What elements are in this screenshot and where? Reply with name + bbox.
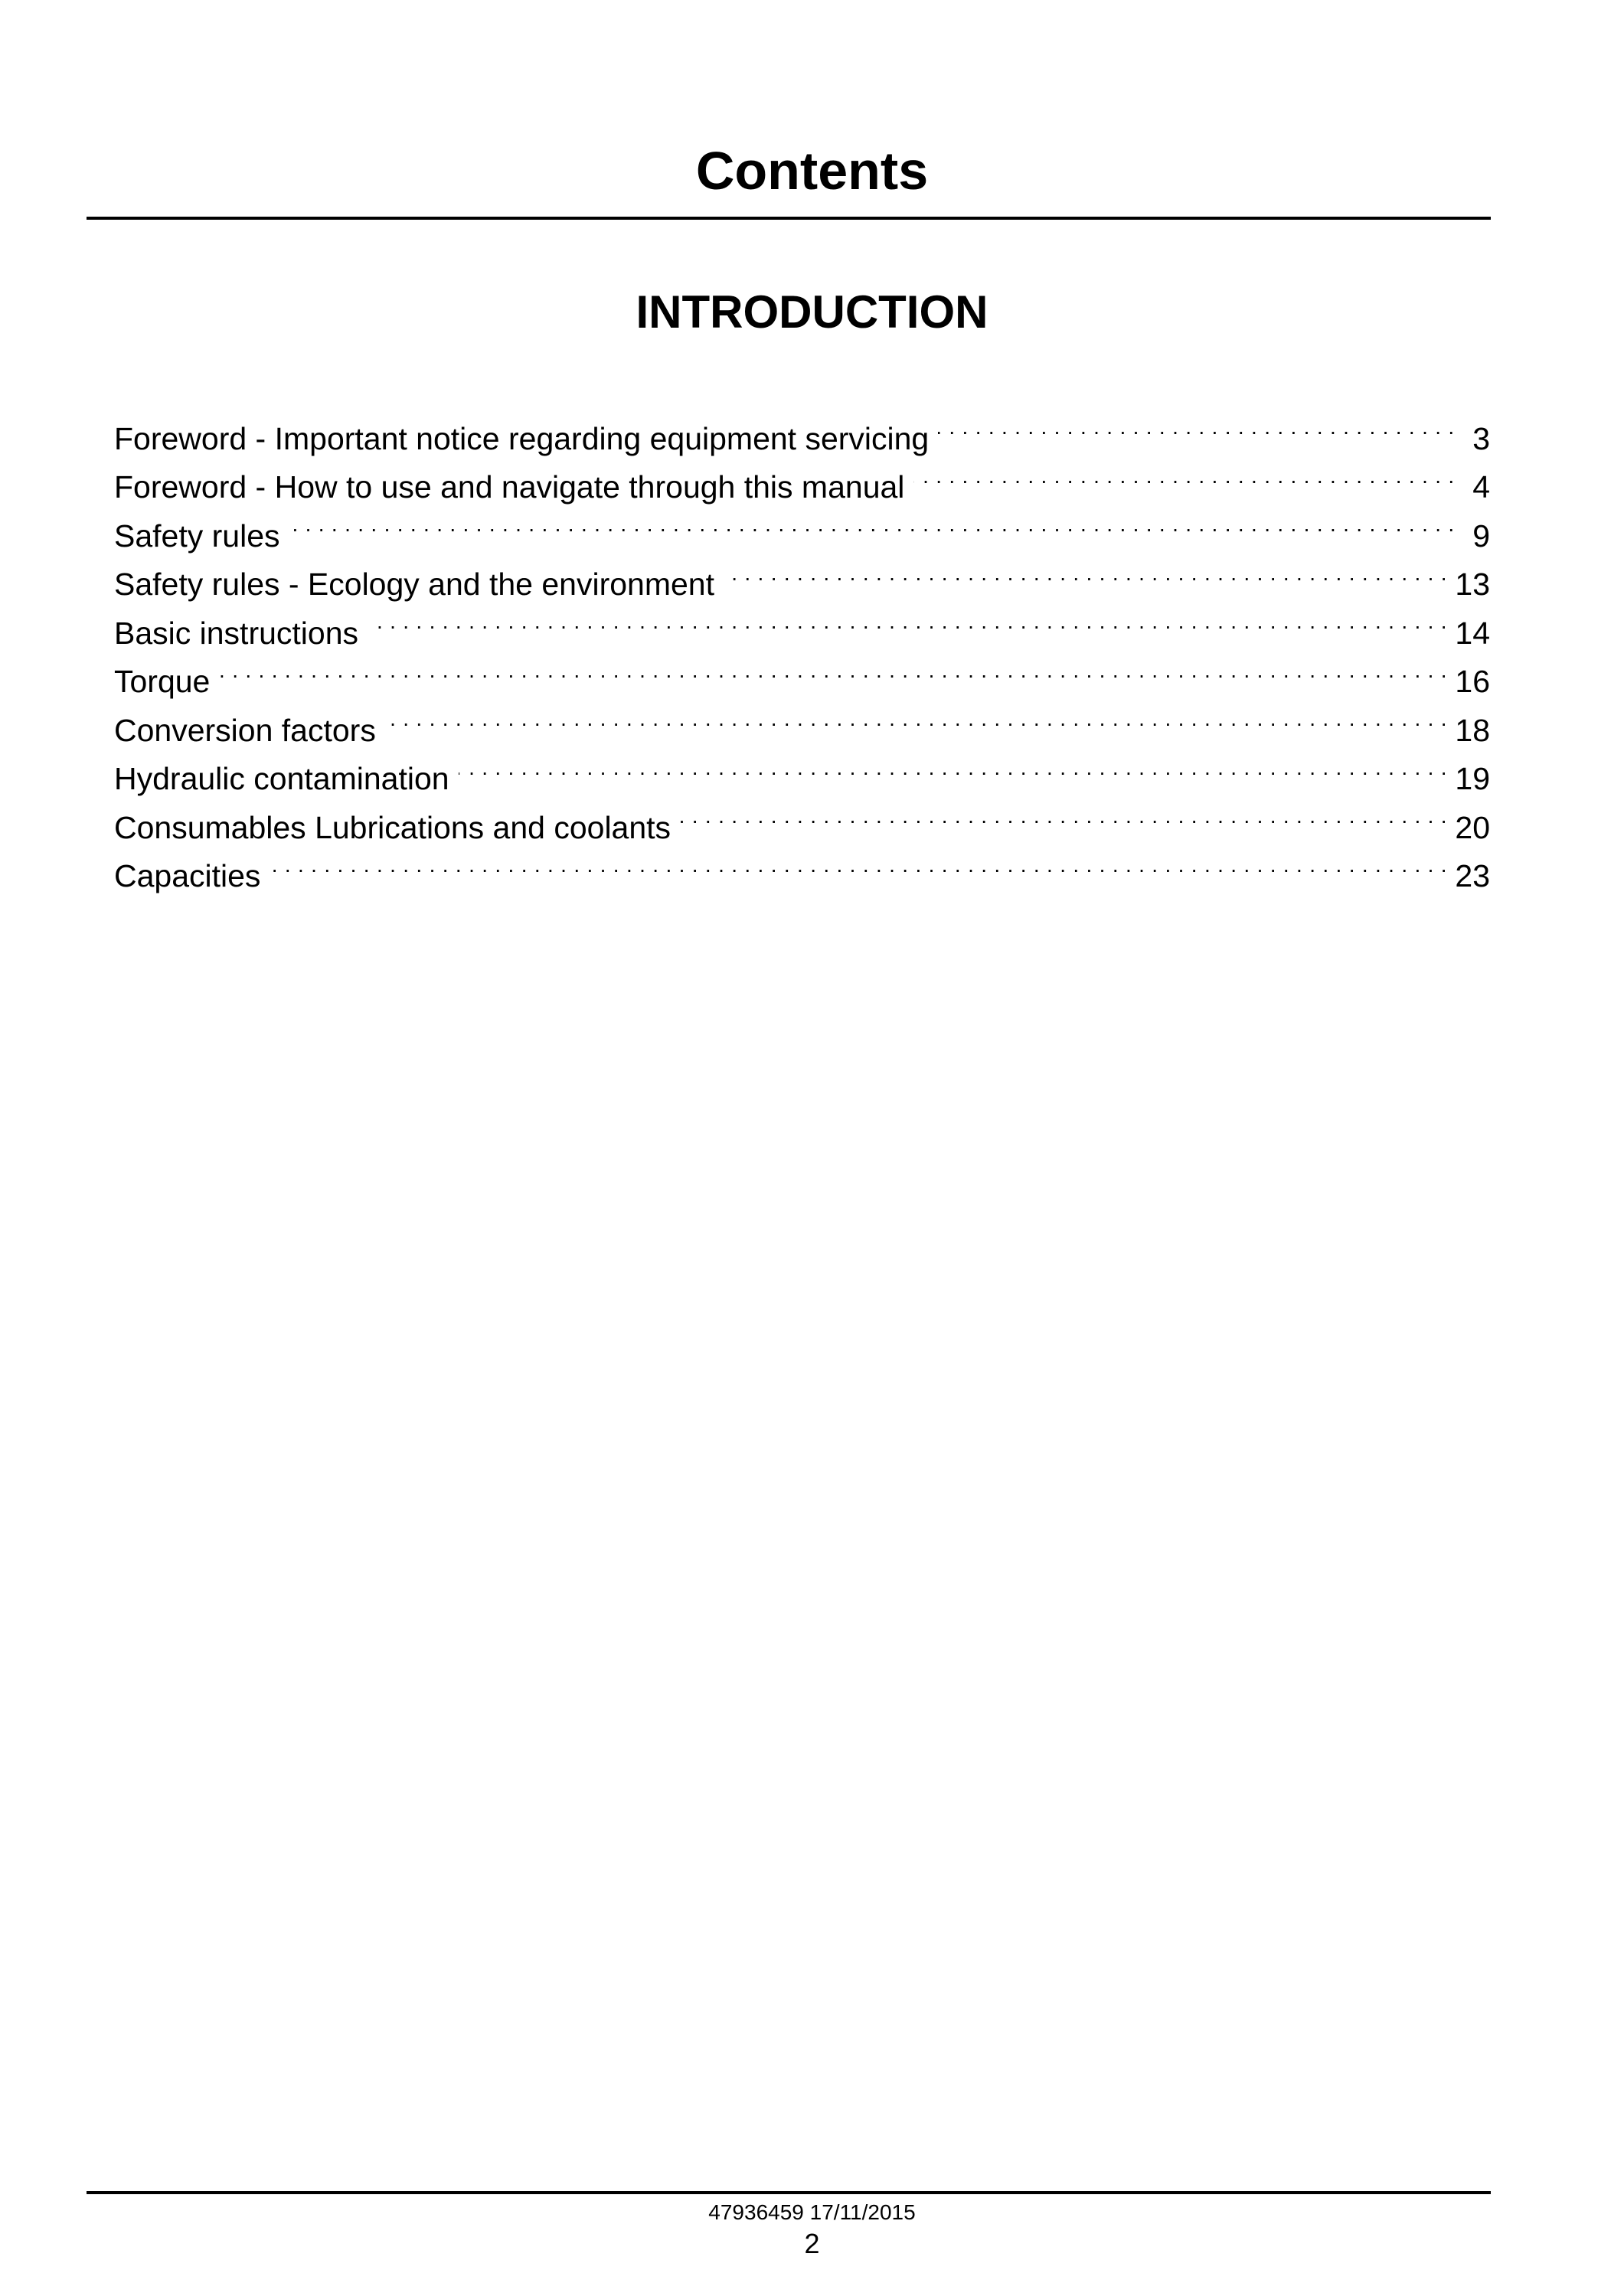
toc-entry-label: Consumables Lubrications and coolants bbox=[114, 809, 671, 845]
toc-entry-page: 18 bbox=[1455, 712, 1490, 748]
toc-entry-torque[interactable] bbox=[114, 644, 1490, 699]
toc-entry-page: 19 bbox=[1455, 761, 1490, 796]
toc-entry-page: 14 bbox=[1455, 615, 1490, 651]
toc-dot-leader bbox=[289, 498, 1456, 547]
toc-dot-leader bbox=[938, 400, 1455, 449]
toc-entry-page: 20 bbox=[1455, 809, 1490, 845]
toc-entry-safety-rules[interactable] bbox=[114, 498, 1490, 554]
toc-entry-conversion-factors[interactable] bbox=[114, 692, 1490, 748]
toc-dot-leader bbox=[219, 644, 1447, 693]
footer-divider bbox=[87, 2191, 1491, 2194]
toc-dot-leader bbox=[724, 547, 1447, 596]
toc-dot-leader bbox=[368, 595, 1447, 644]
toc-entry-foreword-notice[interactable] bbox=[114, 400, 1490, 456]
document-code: 47936459 17/11/2015 bbox=[708, 2200, 916, 2224]
toc-entry-label: Foreword - How to use and navigate through this manual bbox=[114, 469, 905, 505]
toc-entry-label: Hydraulic contamination bbox=[114, 761, 449, 796]
toc-entry-label: Conversion factors bbox=[114, 712, 376, 748]
toc-entry-label: Safety rules - Ecology and the environment bbox=[114, 567, 714, 602]
page-title: Contents bbox=[695, 141, 929, 201]
toc-entry-page: 13 bbox=[1455, 567, 1490, 602]
toc-entry-label: Torque bbox=[114, 664, 211, 699]
toc-dot-leader bbox=[270, 838, 1447, 887]
page-number: 2 bbox=[804, 2228, 820, 2259]
section-title: INTRODUCTION bbox=[636, 286, 988, 338]
toc-dot-leader bbox=[680, 789, 1447, 838]
toc-dot-leader bbox=[385, 692, 1448, 741]
header-divider bbox=[87, 217, 1491, 220]
toc-entry-label: Basic instructions bbox=[114, 615, 359, 651]
toc-entry-page: 16 bbox=[1455, 664, 1490, 699]
toc-entry-page: 23 bbox=[1455, 858, 1490, 893]
toc-entry-page: 3 bbox=[1472, 420, 1490, 456]
toc-dot-leader bbox=[459, 741, 1448, 790]
toc-entry-capacities[interactable] bbox=[114, 838, 1490, 893]
toc-entry-label: Foreword - Important notice regarding equipment servicing bbox=[114, 420, 930, 456]
toc-dot-leader bbox=[913, 449, 1455, 498]
toc-entry-label: Safety rules bbox=[114, 518, 280, 554]
toc-entry-label: Capacities bbox=[114, 858, 261, 893]
toc-entry-page: 4 bbox=[1472, 469, 1490, 505]
toc-entry-safety-ecology[interactable] bbox=[114, 547, 1490, 602]
table-of-contents bbox=[114, 400, 1490, 893]
toc-entry-page: 9 bbox=[1472, 518, 1490, 554]
